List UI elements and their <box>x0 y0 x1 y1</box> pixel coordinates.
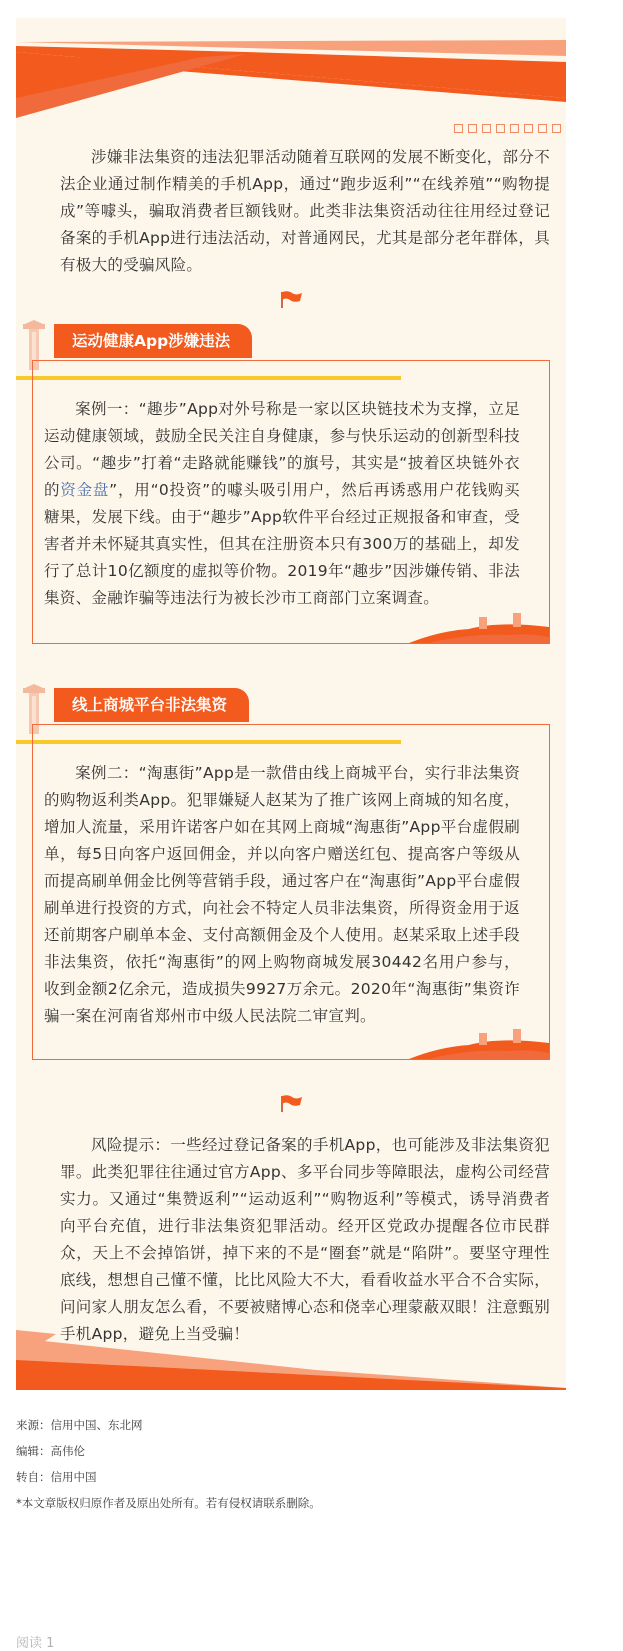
intro-paragraph <box>60 144 550 279</box>
article-meta <box>16 1412 321 1516</box>
article-card <box>16 18 566 1390</box>
section-1-title: 运动健康App涉嫌违法 <box>54 324 252 358</box>
fund-pool-link[interactable]: 资金盘 <box>60 481 110 499</box>
square-dots-decoration <box>454 124 561 133</box>
editor-line: 编辑：高伟伦 <box>16 1444 85 1458</box>
flag-icon <box>280 290 302 308</box>
read-count: 阅读 1 <box>16 1636 55 1651</box>
section-1-text-a: 案例一：“趣步”App对外号称是一家以区块链技术为支撑，立足运动健康领域，鼓励全民关注自身健康，参与快乐运动的创新型科技公司。“趣步”打着“走路就能赚钱”的旗号，其实是“披着区块链外衣的 <box>44 400 520 499</box>
section-2-header <box>16 684 276 724</box>
source-line: 来源：信用中国、东北网 <box>16 1418 143 1432</box>
bottom-banner-decoration <box>16 1330 566 1390</box>
section-1-text-b: ”，用“0投资”的噱头吸引用户，然后再诱惑用户花钱购买糖果，发展下线。由于“趣步”App软件平台经过正规报备和审查，受害者并未怀疑其真实性，但其在注册资本只有300万的基础上，却发行了总计10亿额度的虚拟等价物。2019年“趣步”因涉嫌传销、非法集资、金融诈骗等违法行为被长沙市工商部门立案调查。 <box>44 481 520 607</box>
section-1-header <box>16 320 276 360</box>
risk-paragraph <box>60 1132 550 1348</box>
section-2-paragraph <box>44 760 520 1030</box>
reprint-line: 转自：信用中国 <box>16 1470 97 1484</box>
risk-text: 风险提示：一些经过登记备案的手机App，也可能涉及非法集资犯罪。此类犯罪往往通过官方App、多平台同步等障眼法，虚构公司经营实力。又通过“集赞返利”“运动返利”“购物返利”等模式，诱导消费者向平台充值，进行非法集资犯罪活动。经开区党政办提醒各位市民群众，天上不会掉馅饼，掉下来的不是“圈套”就是“陷阱”。要坚守理性底线，想想自己懂不懂，比比风险大不大，看看收益水平合不合实际，问问家人朋友怎么看，不要被赌博心态和侥幸心理蒙蔽双眼！注意甄别手机App，避免上当受骗！ <box>60 1136 550 1343</box>
flag-icon <box>280 1094 302 1112</box>
section-1-paragraph <box>44 396 520 612</box>
top-banner-decoration <box>16 18 566 118</box>
intro-text: 涉嫌非法集资的违法犯罪活动随着互联网的发展不断变化，部分不法企业通过制作精美的手机App，通过“跑步返利”“在线养殖”“购物提成”等噱头，骗取消费者巨额钱财。此类非法集资活动往往用经过登记备案的手机App进行违法活动，对普通网民，尤其是部分老年群体，具有极大的受骗风险。 <box>60 148 550 274</box>
section-2-title: 线上商城平台非法集资 <box>54 688 249 722</box>
copyright-line: *本文章版权归原作者及原出处所有。若有侵权请联系删除。 <box>16 1496 321 1510</box>
section-2-text: 案例二：“淘惠街”App是一款借由线上商城平台，实行非法集资的购物返利类App。犯罪嫌疑人赵某为了推广该网上商城的知名度，增加人流量，采用许诺客户如在其网上商城“淘惠街”App平台虚假刷单，每5日向客户返回佣金，并以向客户赠送红包、提高客户等级从而提高刷单佣金比例等营销手段，通过客户在“淘惠街”App平台虚假刷单进行投资的方式，向社会不特定人员非法集资，所得资金用于返还前期客户刷单本金、支付高额佣金及个人使用。赵某采取上述手段非法集资，依托“淘惠街”的网上购物商城发展30442名用户参与，收到金额2亿余元，造成损失9927万余元。2020年“淘惠街”集资诈骗一案在河南省郑州市中级人民法院二审宣判。 <box>44 764 520 1025</box>
